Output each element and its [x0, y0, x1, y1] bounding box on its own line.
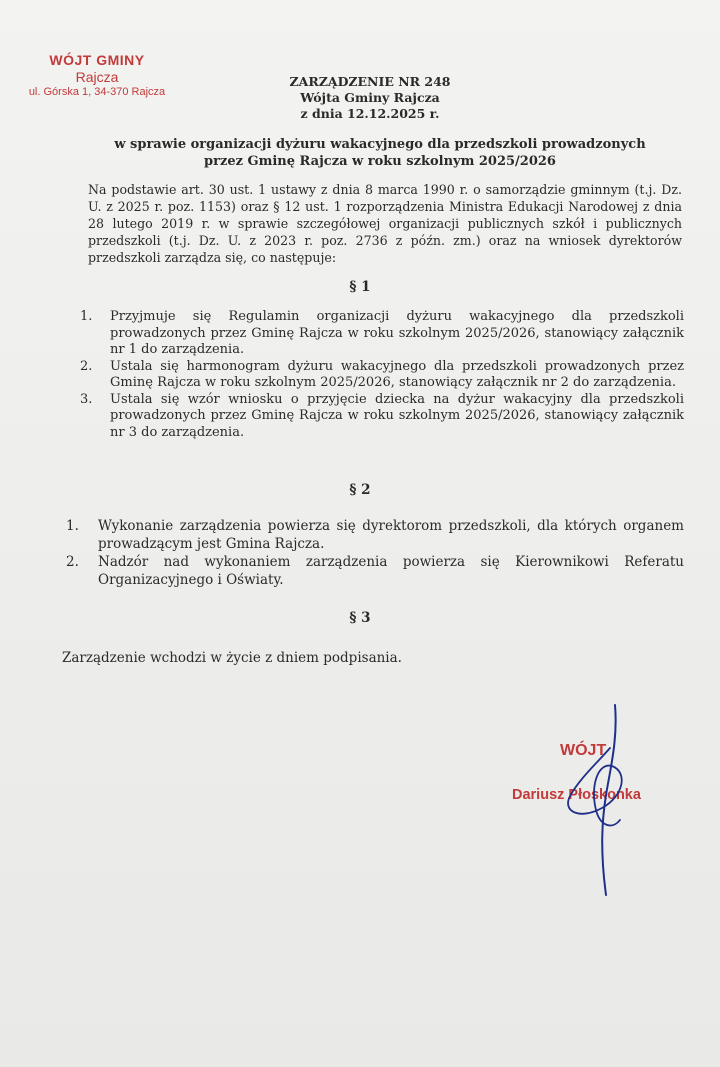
office-stamp	[12, 52, 182, 98]
list-item	[66, 553, 684, 589]
item-number: 2.	[80, 358, 93, 374]
item-number: 3.	[80, 391, 93, 407]
closing-statement: Zarządzenie wchodzi w życie z dniem podpisania.	[62, 650, 402, 666]
item-number: 1.	[66, 518, 79, 534]
signatory-title: WÓJT	[560, 742, 607, 759]
list-item	[80, 309, 684, 359]
item-number: 2.	[66, 554, 79, 570]
signatory-name: Dariusz Płoskonka	[512, 787, 641, 803]
document-date: z dnia 12.12.2025 r.	[300, 106, 440, 121]
section-3-heading: § 3	[349, 610, 371, 626]
item-text: Przyjmuje się Regulamin organizacji dyżuru wakacyjnego dla przedszkoli prowadzonych przez Gminę Rajcza w roku szkolnym 2025/2026, stanowiący załącznik nr 1 do zarządzenia.	[110, 309, 684, 357]
item-text: Ustala się harmonogram dyżuru wakacyjnego dla przedszkoli prowadzonych przez Gminę Rajcza w roku szkolnym 2025/2026, stanowiący załącznik nr 2 do zarządzenia.	[110, 358, 684, 390]
item-text: Nadzór nad wykonaniem zarządzenia powierza się Kierownikowi Referatu Organizacyjnego i Oświaty.	[98, 554, 684, 588]
legal-basis-paragraph: Na podstawie art. 30 ust. 1 ustawy z dnia 8 marca 1990 r. o samorządzie gminnym (t.j. Dz. U. z 2025 r. poz. 1153) oraz § 12 ust. 1 rozporządzenia Ministra Edukacji Narodowej z dnia 28 lutego 2019 r. w sprawie szczegółowej organizacji publicznych szkół i publicznych przedszkoli (t.j. Dz. U. z 2023 r. poz. 2736 z późn. zm.) oraz na wniosek dyrektorów przedszkoli zarządza się, co następuje:	[88, 182, 682, 265]
section-1-list	[80, 309, 684, 441]
document-issuer: Wójta Gminy Rajcza	[300, 90, 440, 105]
item-number: 1.	[80, 309, 93, 324]
list-item	[80, 392, 684, 442]
subject-line-1: w sprawie organizacji dyżuru wakacyjnego dla przedszkoli prowadzonych	[114, 137, 646, 152]
stamp-line-2: Rajcza	[75, 69, 119, 85]
document-header	[250, 74, 490, 122]
section-1-heading: § 1	[349, 279, 371, 295]
stamp-line-1: WÓJT GMINY	[49, 52, 145, 68]
list-item	[80, 359, 684, 392]
list-item	[66, 517, 684, 553]
section-2-list	[66, 517, 684, 589]
subject-line-2: przez Gminę Rajcza w roku szkolnym 2025/2026	[204, 154, 556, 169]
stamp-address: ul. Górska 1, 34-370 Rajcza	[28, 86, 166, 98]
section-2-heading: § 2	[349, 482, 371, 498]
item-text: Ustala się wzór wniosku o przyjęcie dziecka na dyżur wakacyjny dla przedszkoli prowadzonych przez Gminę Rajcza w roku szkolnym 2025/2026, stanowiący załącznik nr 3 do zarządzenia.	[110, 391, 684, 440]
item-text: Wykonanie zarządzenia powierza się dyrektorom przedszkoli, dla których organem prowadzącym jest Gmina Rajcza.	[98, 518, 684, 552]
document-subject	[80, 136, 680, 170]
document-title: ZARZĄDZENIE NR 248	[289, 74, 451, 89]
handwritten-signature	[540, 700, 660, 900]
